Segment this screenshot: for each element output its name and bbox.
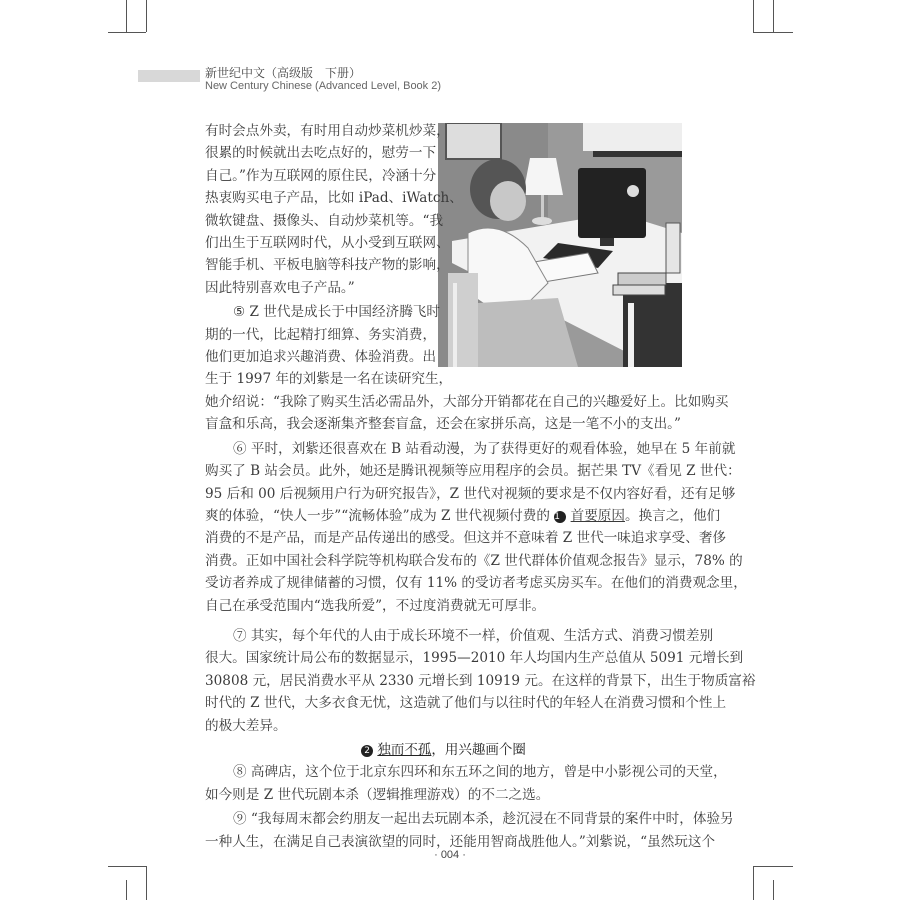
text-segment: 。换言之，他们 bbox=[624, 507, 721, 524]
paragraph-6-line: 受访者养成了规律储蓄的习惯，仅有 11% 的受访者考虑买房买车。在他们的消费观念里， bbox=[205, 575, 747, 592]
paragraph-8-line: 如今则是 Z 世代玩剧本杀（逻辑推理游戏）的不二之选。 bbox=[205, 786, 550, 803]
crop-mark bbox=[126, 0, 127, 32]
paragraph-6-line: 95 后和 00 后视频用户行为研究报告》，Z 世代对视频的要求是不仅内容好看，还有足够 bbox=[205, 485, 736, 502]
paragraph-5-line: 生于 1997 年的刘紫是一名在读研究生， bbox=[205, 371, 453, 388]
crop-mark bbox=[126, 880, 127, 900]
note-marker[interactable]: 1 bbox=[554, 511, 566, 523]
paragraph-7-line: ⑦ 其实，每个年代的人由于成长环境不一样，价值观、生活方式、消费习惯差别 bbox=[233, 627, 714, 644]
glossary-term[interactable]: 首要原因 bbox=[570, 507, 625, 524]
paragraph-6-line bbox=[205, 505, 721, 527]
paragraph-6-line: 消费的不是产品，而是产品传递出的感受。但这并不意味着 Z 世代一味追求享受、奢侈 bbox=[205, 530, 727, 547]
header-bar bbox=[138, 70, 200, 82]
glossary-term[interactable]: 独而不孤 bbox=[377, 741, 432, 758]
crop-mark bbox=[773, 880, 774, 900]
book-title-en: New Century Chinese (Advanced Level, Book 2) bbox=[205, 80, 442, 92]
paragraph-7-line: 时代的 Z 世代，大多衣食无忧，这造就了他们与以往时代的年轻人在消费习惯和个性上 bbox=[205, 695, 727, 712]
paragraph-9-line: ⑨ “我每周末都会约朋友一起出去玩剧本杀，趁沉浸在不同背景的案件中时，体验另 bbox=[233, 811, 734, 828]
book-title-cn: 新世纪中文（高级版 下册） bbox=[205, 66, 362, 80]
crop-mark bbox=[753, 866, 754, 900]
text-segment: 爽的体验，“快人一步”“流畅体验”成为 Z 世代视频付费的 bbox=[205, 507, 550, 524]
paragraph-9-line: 一种人生，在满足自己表演欲望的同时，还能用智商战胜他人。”刘紫说，“虽然玩这个 bbox=[205, 833, 716, 850]
crop-mark bbox=[753, 0, 754, 32]
paragraph-5-line: 他们更加追求兴趣消费、体验消费。出 bbox=[205, 349, 437, 366]
text-line: 很累的时候就出去吃点好的，慰劳一下 bbox=[205, 145, 437, 162]
paragraph-6-line: 购买了 B 站会员。此外，她还是腾讯视频等应用程序的会员。据芒果 TV《看见 Z 世代： bbox=[205, 463, 741, 480]
page-number: · 004 · bbox=[434, 849, 466, 861]
paragraph-5-line: 期的一代，比起精打细算、务实消费， bbox=[205, 326, 437, 343]
crop-mark bbox=[773, 0, 774, 32]
paragraph-6-line: 自己在承受范围内“选我所爱”，不过度消费就无可厚非。 bbox=[205, 597, 546, 614]
paragraph-5-line: ⑤ Z 世代是成长于中国经济腾飞时 bbox=[233, 304, 440, 321]
crop-mark bbox=[146, 0, 147, 32]
text-line: 有时会点外卖，有时用自动炒菜机炒菜， bbox=[205, 123, 450, 139]
paragraph-7-line: 很大。国家统计局公布的数据显示，1995—2010 年人均国内生产总值从 5091 元增长到 bbox=[205, 650, 744, 667]
paragraph-5-line: 盲盒和乐高，我会逐渐集齐整套盲盒，还会在家拼乐高，这是一笔不小的支出。” bbox=[205, 416, 681, 433]
crop-mark bbox=[108, 866, 146, 867]
crop-mark bbox=[753, 32, 793, 33]
text-line: 智能手机、平板电脑等科技产物的影响， bbox=[205, 257, 450, 274]
body-text bbox=[205, 120, 756, 853]
heading-text: ，用兴趣画个圈 bbox=[431, 741, 526, 758]
text-line: 因此特别喜欢电子产品。” bbox=[205, 279, 355, 296]
text-line: 微软键盘、摄像头、自动炒菜机等。“我 bbox=[205, 212, 444, 229]
note-marker[interactable]: 2 bbox=[361, 745, 373, 757]
crop-mark bbox=[108, 32, 146, 33]
section-heading bbox=[205, 739, 682, 761]
paragraph-6-line: 消费。正如中国社会科学院等机构联合发布的《Z 世代群体价值观念报告》显示，78% 的 bbox=[205, 552, 743, 569]
crop-mark bbox=[753, 866, 793, 867]
text-line: 自己。”作为互联网的原住民，冷涵十分 bbox=[205, 167, 437, 184]
crop-mark bbox=[146, 866, 147, 900]
paragraph-8-line: ⑧ 高碑店，这个位于北京东四环和东五环之间的地方，曾是中小影视公司的天堂， bbox=[233, 764, 727, 781]
paragraph-7-line: 的极大差异。 bbox=[205, 717, 287, 734]
paragraph-5-line: 她介绍说：“我除了购买生活必需品外，大部分开销都花在自己的兴趣爱好上。比如购买 bbox=[205, 393, 729, 410]
paragraph-7-line: 30808 元，居民消费水平从 2330 元增长到 10919 元。在这样的背景下，出生于物质富裕 bbox=[205, 672, 756, 689]
text-line: 热衷购买电子产品，比如 iPad、iWatch、 bbox=[205, 190, 463, 207]
text-line: 们出生于互联网时代，从小受到互联网、 bbox=[205, 235, 450, 252]
paragraph-6-line: ⑥ 平时，刘紫还很喜欢在 B 站看动漫，为了获得更好的观看体验，她早在 5 年前就 bbox=[233, 440, 736, 457]
